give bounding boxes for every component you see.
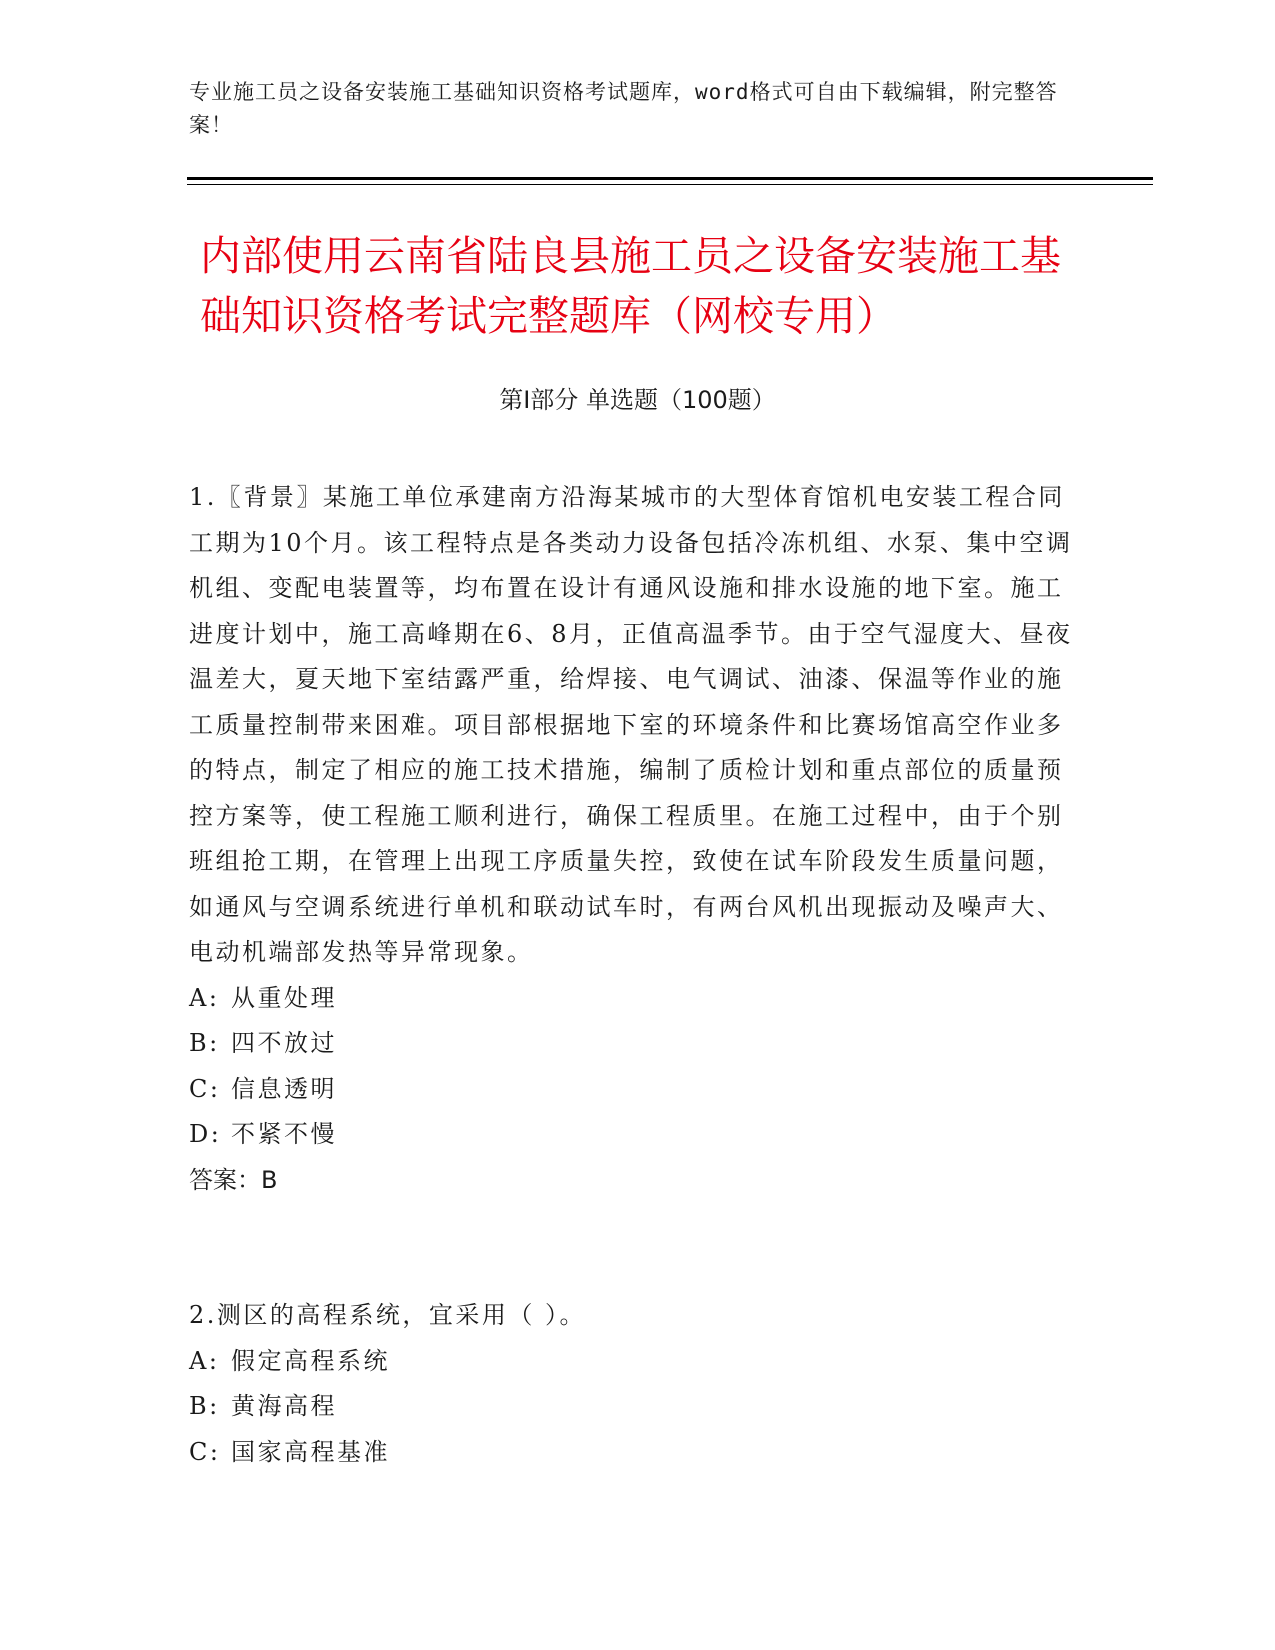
question-1-stem: 1.〖背景〗某施工单位承建南方沿海某城市的大型体育馆机电安装工程合同工期为10个月。该工程特点是各类动力设备包括冷冻机组、水泵、集中空调机组、变配电装置等，均布置在设计有通风设施和排水设施的地下室。施工进度计划中，施工高峰期在6、8月，正值高温季节。由于空气湿度大、昼夜温差大，夏天地下室结露严重，给焊接、电气调试、油漆、保温等作业的施工质量控制带来困难。项目部根据地下室的环境条件和比赛场馆高空作业多的特点，制定了相应的施工技术措施，编制了质检计划和重点部位的质量预控方案等，使工程施工顺利进行，确保工程质里。在施工过程中，由于个别班组抢工期，在管理上出现工序质量失控，致使在试车阶段发生质量问题，如通风与空调系统进行单机和联动试车时，有两台风机出现振动及噪声大、电动机端部发热等异常现象。 <box>189 483 1073 966</box>
option-text: 国家高程基准 <box>231 1437 390 1466</box>
option-letter: A: <box>189 1346 220 1375</box>
question-2-option-c <box>189 1430 1079 1476</box>
question-2 <box>189 1293 1079 1475</box>
option-text: 四不放过 <box>231 1029 337 1057</box>
option-text: 黄海高程 <box>231 1392 337 1420</box>
option-text: 信息透明 <box>231 1074 337 1103</box>
option-letter: D: <box>189 1120 222 1148</box>
question-1 <box>189 475 1079 1203</box>
header-rule-thin <box>187 184 1153 185</box>
question-2-option-b <box>189 1384 1079 1430</box>
option-text: 从重处理 <box>231 983 337 1012</box>
question-1-option-b <box>189 1021 1079 1067</box>
document-title: 内部使用云南省陆良县施工员之设备安装施工基础知识资格考试完整题库（网校专用） <box>200 232 1061 340</box>
option-letter: C: <box>189 1437 221 1466</box>
question-1-answer: 答案：B <box>189 1165 278 1194</box>
option-letter: C: <box>189 1074 221 1103</box>
option-letter: B: <box>189 1029 220 1057</box>
header-note: 专业施工员之设备安装施工基础知识资格考试题库，word格式可自由下载编辑，附完整答案！ <box>189 80 1058 137</box>
question-2-stem: 2.测区的高程系统，宜采用（ ）。 <box>189 1301 587 1329</box>
option-letter: A: <box>189 983 220 1012</box>
option-text: 不紧不慢 <box>231 1120 337 1148</box>
question-2-option-a <box>189 1339 1079 1385</box>
header-rule-thick <box>187 177 1153 180</box>
question-1-option-d <box>189 1112 1079 1158</box>
option-letter: B: <box>189 1392 220 1420</box>
option-text: 假定高程系统 <box>231 1346 390 1375</box>
question-1-option-c <box>189 1067 1079 1113</box>
question-1-option-a <box>189 976 1079 1022</box>
section-title: 第Ⅰ部分 单选题（100题） <box>499 386 776 414</box>
